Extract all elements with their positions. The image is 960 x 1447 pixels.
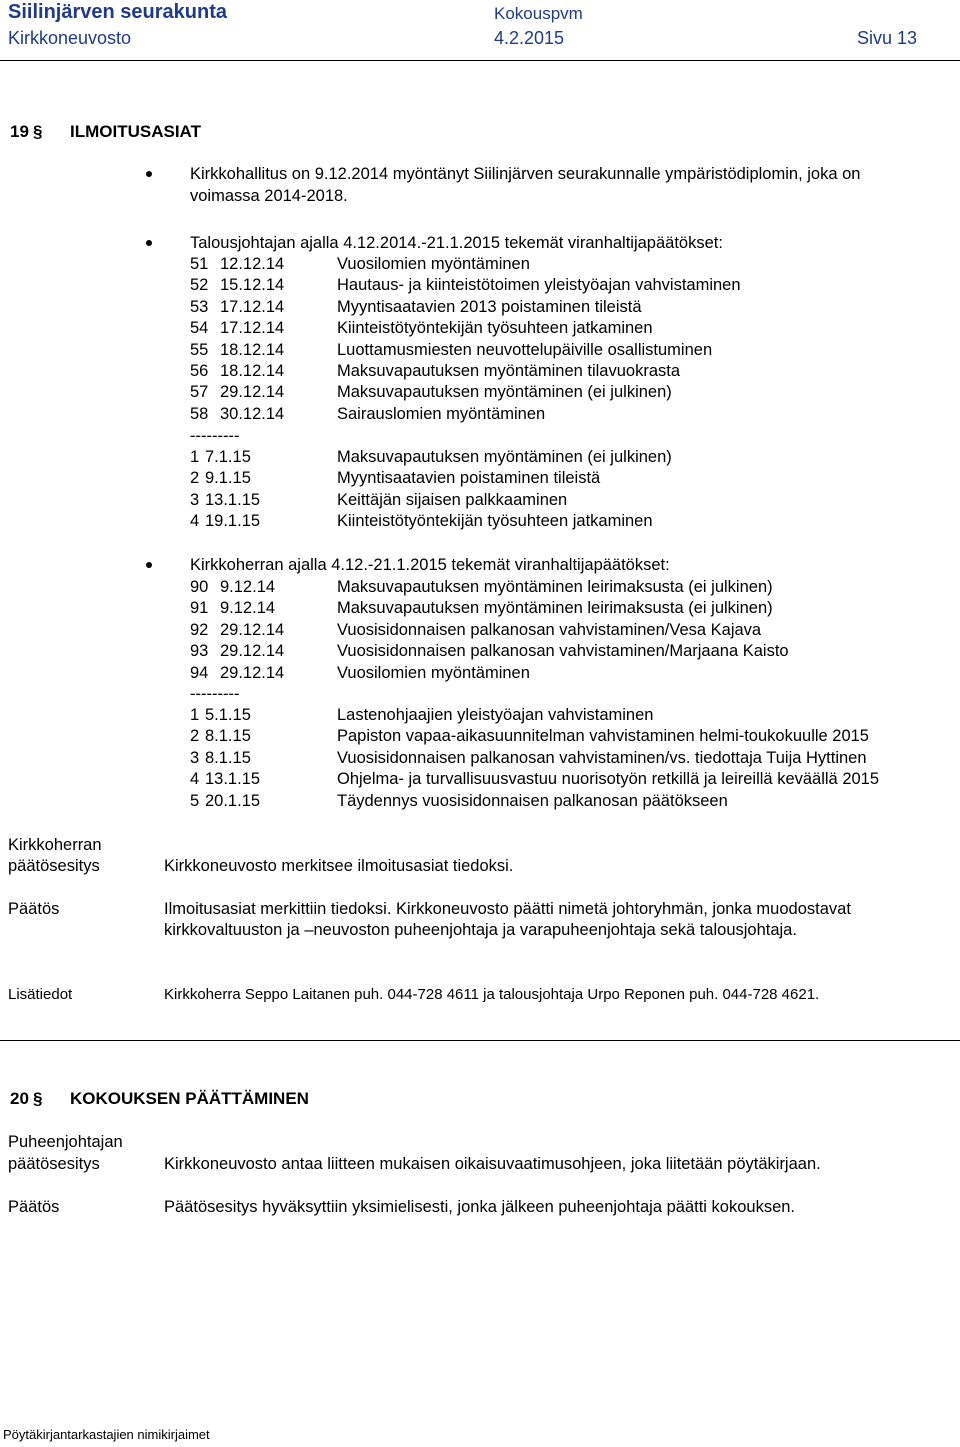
decision-number: 51 — [190, 255, 209, 273]
decision-row — [190, 511, 950, 532]
decision-row — [190, 447, 950, 468]
decision-number: 1 — [190, 706, 200, 724]
bullet-dot — [146, 171, 152, 177]
decision-number: 54 — [190, 319, 209, 338]
decision-title: Maksuvapautuksen myöntäminen leirimaksusta (ei julkinen) — [337, 599, 773, 618]
decision-number: 90 — [190, 578, 209, 596]
section-divider — [0, 1040, 960, 1041]
decision-date: 5.1.15 — [205, 706, 251, 724]
decision-title: Vuosisidonnaisen palkanosan vahvistaminen/Marjaana Kaisto — [337, 642, 789, 661]
section-20-mark: § — [33, 1089, 43, 1108]
decision-title: Maksuvapautuksen myöntäminen (ei julkinen) — [337, 448, 672, 466]
decision-number: 93 — [190, 642, 209, 661]
decision-date: 12.12.14 — [220, 255, 285, 273]
bullet-1-line-2: voimassa 2014-2018. — [190, 187, 348, 205]
decision-number: 55 — [190, 340, 209, 359]
decision-number: 52 — [190, 276, 209, 295]
decision-title: Kiinteistötyöntekijän työsuhteen jatkaminen — [337, 512, 653, 531]
decision-row — [190, 468, 950, 489]
proposal-text: Kirkkoneuvosto merkitsee ilmoitusasiat tiedoksi. — [164, 857, 514, 875]
meeting-date: 4.2.2015 — [494, 28, 565, 48]
decision-date: 8.1.15 — [205, 727, 251, 746]
decision-number: 92 — [190, 620, 209, 639]
decision-row — [190, 404, 950, 425]
decision-number: 57 — [190, 383, 209, 402]
decision-number: 53 — [190, 297, 209, 316]
decision-title: Ohjelma- ja turvallisuusvastuu nuorisotyön retkillä ja leireillä keväällä 2015 — [337, 770, 880, 789]
decision-text-line-1: Ilmoitusasiat merkittiin tiedoksi. Kirkkoneuvosto päätti nimetä johtoryhmän, jonka muodostavat — [164, 900, 851, 918]
proposal-label: Puheenjohtajan — [8, 1133, 123, 1151]
decision-text-line-2: kirkkovaltuuston ja –neuvoston puheenjohtaja ja varapuheenjohtaja sekä talousjohtaja. — [164, 921, 797, 939]
body-name: Kirkkoneuvosto — [8, 28, 132, 48]
list-separator: --------- — [190, 685, 240, 703]
decision-row — [190, 748, 950, 769]
section-19-title: ILMOITUSASIAT — [70, 122, 201, 141]
proposal-text: Kirkkoneuvosto antaa liitteen mukaisen oikaisuvaatimusohjeen, joka liitetään pöytäkirjaan. — [164, 1155, 821, 1173]
decision-row — [190, 641, 950, 662]
bullet-3-intro: Kirkkoherran ajalla 4.12.-21.1.2015 tekemät viranhaltijapäätökset: — [190, 556, 670, 574]
decision-title: Sairauslomien myöntäminen — [337, 404, 546, 423]
decision-date: 20.1.15 — [205, 791, 261, 810]
decision-date: 13.1.15 — [205, 490, 261, 509]
decision-number: 91 — [190, 599, 209, 618]
decision-row — [190, 598, 950, 619]
section-20-title: KOKOUKSEN PÄÄTTÄMINEN — [70, 1089, 309, 1108]
decision-date: 18.12.14 — [220, 340, 285, 359]
info-text: Kirkkoherra Seppo Laitanen puh. 044-728 4611 ja talousjohtaja Urpo Reponen puh. 044-728 4621. — [164, 986, 820, 1003]
bullet-2-intro: Talousjohtajan ajalla 4.12.2014.-21.1.2015 tekemät viranhaltijapäätökset: — [190, 234, 723, 252]
decision-date: 13.1.15 — [205, 770, 261, 789]
decision-date: 8.1.15 — [205, 748, 251, 767]
meeting-date-label: Kokouspvm — [494, 4, 583, 23]
decision-row — [190, 275, 950, 296]
decision-row — [190, 297, 950, 318]
decision-title: Myyntisaatavien 2013 poistaminen tileistä — [337, 297, 642, 316]
decision-number: 3 — [190, 490, 200, 509]
decision-row — [190, 791, 950, 812]
decision-title: Vuosisidonnaisen palkanosan vahvistaminen/vs. tiedottaja Tuija Hyttinen — [337, 748, 867, 767]
decision-title: Lastenohjaajien yleistyöajan vahvistaminen — [337, 706, 654, 724]
decision-title: Maksuvapautuksen myöntäminen (ei julkinen) — [337, 383, 672, 402]
decision-date: 17.12.14 — [220, 297, 285, 316]
decision-number: 58 — [190, 404, 209, 423]
decision-row — [190, 726, 950, 747]
decision-title: Luottamusmiesten neuvottelupäiville osallistuminen — [337, 340, 713, 359]
decision-date: 18.12.14 — [220, 362, 285, 380]
decision-title: Papiston vapaa-aikasuunnitelman vahvistaminen helmi-toukokuulle 2015 — [337, 727, 869, 746]
proposal-label: Kirkkoherran — [8, 836, 102, 854]
list-separator: --------- — [190, 427, 240, 445]
bullet-dot — [146, 240, 152, 246]
decision-row — [190, 577, 950, 598]
decision-date: 29.12.14 — [220, 620, 285, 639]
proposal-label: päätösesitys — [8, 1155, 100, 1173]
decision-title: Maksuvapautuksen myöntäminen leirimaksusta (ei julkinen) — [337, 578, 773, 596]
decision-number: 5 — [190, 791, 200, 810]
decision-date: 29.12.14 — [220, 642, 285, 661]
info-label: Lisätiedot — [8, 986, 73, 1003]
decision-row — [190, 340, 950, 361]
decision-number: 2 — [190, 469, 200, 488]
decision-date: 9.12.14 — [220, 599, 276, 618]
decision-date: 19.1.15 — [205, 512, 261, 531]
bullet-dot — [146, 562, 152, 568]
decision-number: 3 — [190, 748, 200, 767]
decision-row — [190, 318, 950, 339]
header-divider — [0, 60, 960, 61]
section-19-mark: § — [33, 122, 43, 141]
page-number: Sivu 13 — [857, 28, 918, 48]
decision-date: 29.12.14 — [220, 383, 285, 402]
decision-title: Keittäjän sijaisen palkkaaminen — [337, 490, 568, 509]
decision-number: 4 — [190, 770, 200, 789]
decision-row — [190, 620, 950, 641]
decision-title: Myyntisaatavien poistaminen tileistä — [337, 469, 601, 488]
decision-title: Vuosilomien myöntäminen — [337, 255, 530, 273]
decision-label: Päätös — [8, 900, 60, 918]
decision-date: 17.12.14 — [220, 319, 285, 338]
decision-title: Vuosisidonnaisen palkanosan vahvistaminen/Vesa Kajava — [337, 620, 762, 639]
decision-date: 29.12.14 — [220, 663, 285, 682]
decision-row — [190, 361, 950, 382]
decision-text: Päätösesitys hyväksyttiin yksimielisesti, jonka jälkeen puheenjohtaja päätti kokouksen. — [164, 1198, 796, 1216]
decision-row — [190, 663, 950, 684]
decision-title: Kiinteistötyöntekijän työsuhteen jatkaminen — [337, 319, 653, 338]
decision-title: Täydennys vuosisidonnaisen palkanosan päätökseen — [337, 791, 728, 810]
decision-date: 7.1.15 — [205, 448, 251, 466]
decision-date: 30.12.14 — [220, 404, 285, 423]
decision-number: 56 — [190, 362, 209, 380]
decision-row — [190, 769, 950, 790]
decision-row — [190, 705, 950, 726]
decision-row — [190, 254, 950, 275]
section-19-number: 19 — [10, 122, 29, 141]
decision-label: Päätös — [8, 1198, 60, 1216]
decision-title: Hautaus- ja kiinteistötoimen yleistyöajan vahvistaminen — [337, 276, 741, 295]
bullet-1-line-1: Kirkkohallitus on 9.12.2014 myöntänyt Siilinjärven seurakunnalle ympäristödiplomin, joka on — [190, 165, 861, 183]
decision-number: 4 — [190, 512, 200, 531]
decision-number: 1 — [190, 448, 200, 466]
decision-number: 94 — [190, 663, 209, 682]
proposal-label: päätösesitys — [8, 857, 100, 875]
decision-number: 2 — [190, 727, 200, 746]
organization-name: Siilinjärven seurakunta — [8, 1, 227, 23]
decision-row — [190, 382, 950, 403]
decision-date: 15.12.14 — [220, 276, 285, 295]
section-20-number: 20 — [10, 1089, 29, 1108]
decision-date: 9.1.15 — [205, 469, 251, 488]
decision-title: Maksuvapautuksen myöntäminen tilavuokrasta — [337, 362, 681, 380]
decision-row — [190, 490, 950, 511]
decision-date: 9.12.14 — [220, 578, 276, 596]
footer-initials-label: Pöytäkirjantarkastajien nimikirjaimet — [3, 1427, 210, 1442]
decision-title: Vuosilomien myöntäminen — [337, 663, 530, 682]
